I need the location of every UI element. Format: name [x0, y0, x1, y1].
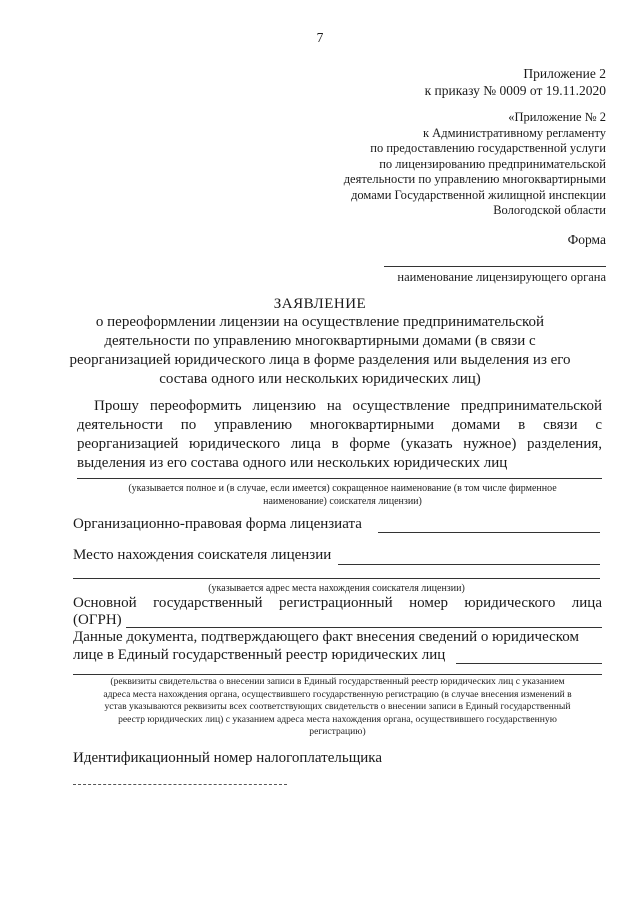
egrul-line-2[interactable] — [73, 674, 602, 675]
caption-line: реестр юридических лиц) с указанием адреса места нахождения органа, осуществившего государственную — [118, 713, 557, 725]
request-line-1: Прошу переоформить лицензию на осуществление предпринимательской — [94, 398, 602, 414]
applicant-name-line[interactable] — [77, 478, 602, 479]
regulation-line: по предоставлению государственной услуги — [370, 141, 606, 155]
egrul-caption — [73, 676, 602, 739]
document-subtitle — [0, 313, 640, 389]
request-line-4: выделения из его состава одного или нескольких юридических лиц — [77, 455, 508, 471]
regulation-appendix — [344, 110, 606, 219]
form-label: Форма — [567, 232, 606, 247]
caption-line: (указывается полное и (в случае, если имеется) сокращенное наименование (в том числе фирменное — [128, 483, 557, 494]
caption-line: регистрацию) — [309, 726, 366, 738]
subtitle-line: реорганизацией юридического лица в форме разделения или выделения из его — [69, 352, 571, 368]
regulation-line: Вологодской области — [493, 203, 606, 217]
regulation-line: деятельности по управлению многоквартирными — [343, 172, 606, 186]
egrul-label-line-2: лице в Единый государственный реестр юридических лиц — [73, 647, 446, 663]
egrul-label-line-1: Данные документа, подтверждающего факт внесения сведений о юридическом — [73, 629, 580, 645]
location-line[interactable] — [338, 564, 600, 565]
subtitle-line: состава одного или нескольких юридических лиц) — [159, 371, 481, 387]
applicant-name-caption — [80, 482, 605, 508]
ogrn-label-line-1: Основной государственный регистрационный номер юридического лица — [73, 595, 602, 611]
location-line-2[interactable] — [73, 578, 600, 579]
regulation-line: «Приложение № 2 — [508, 110, 606, 124]
location-caption: (указывается адрес места нахождения соискателя лицензии) — [208, 583, 465, 594]
caption-line: наименование) соискателя лицензии) — [263, 496, 422, 507]
regulation-line: по лицензированию предпринимательской — [379, 156, 606, 171]
page-number: 7 — [316, 30, 324, 45]
appendix-line-2: к приказу № 0009 от 19.11.2020 — [424, 83, 606, 98]
subtitle-line: о переоформлении лицензии на осуществление предпринимательской — [95, 314, 545, 330]
subtitle-line: деятельности по управлению многоквартирными домами (в связи с — [104, 333, 536, 349]
document-title: ЗАЯВЛЕНИЕ — [273, 296, 367, 312]
ogrn-line[interactable] — [126, 627, 602, 628]
appendix-line-1: Приложение 2 — [523, 66, 606, 81]
request-line-2: деятельности по управлению многоквартирными домами в связи с — [77, 417, 602, 433]
caption-line: устав указываются реквизиты всех соответствующих свидетельств о внесении записи в Единый государственный — [104, 701, 571, 713]
ogrn-label-line-2: (ОГРН) — [73, 612, 122, 628]
inn-line[interactable] — [73, 784, 287, 785]
caption-line: адреса места нахождения органа, осуществившего государственную регистрацию (в случае внесения изменений в — [103, 688, 572, 700]
org-form-label: Организационно-правовая форма лицензиата — [73, 516, 362, 532]
location-label: Место нахождения соискателя лицензии — [73, 547, 332, 563]
regulation-line: домами Государственной жилищной инспекции — [351, 187, 606, 202]
org-form-line[interactable] — [378, 532, 600, 533]
egrul-line[interactable] — [456, 663, 602, 664]
authority-caption: наименование лицензирующего органа — [397, 270, 606, 284]
regulation-line: к Административному регламенту — [422, 125, 606, 140]
caption-line: (реквизиты свидетельства о внесении записи в Единый государственный реестр юридических лиц с указанием — [110, 676, 565, 687]
authority-line — [384, 266, 606, 267]
request-line-3: реорганизацией юридического лица в форме (указать нужное) разделения, — [77, 436, 602, 452]
inn-label: Идентификационный номер налогоплательщика — [73, 750, 383, 766]
